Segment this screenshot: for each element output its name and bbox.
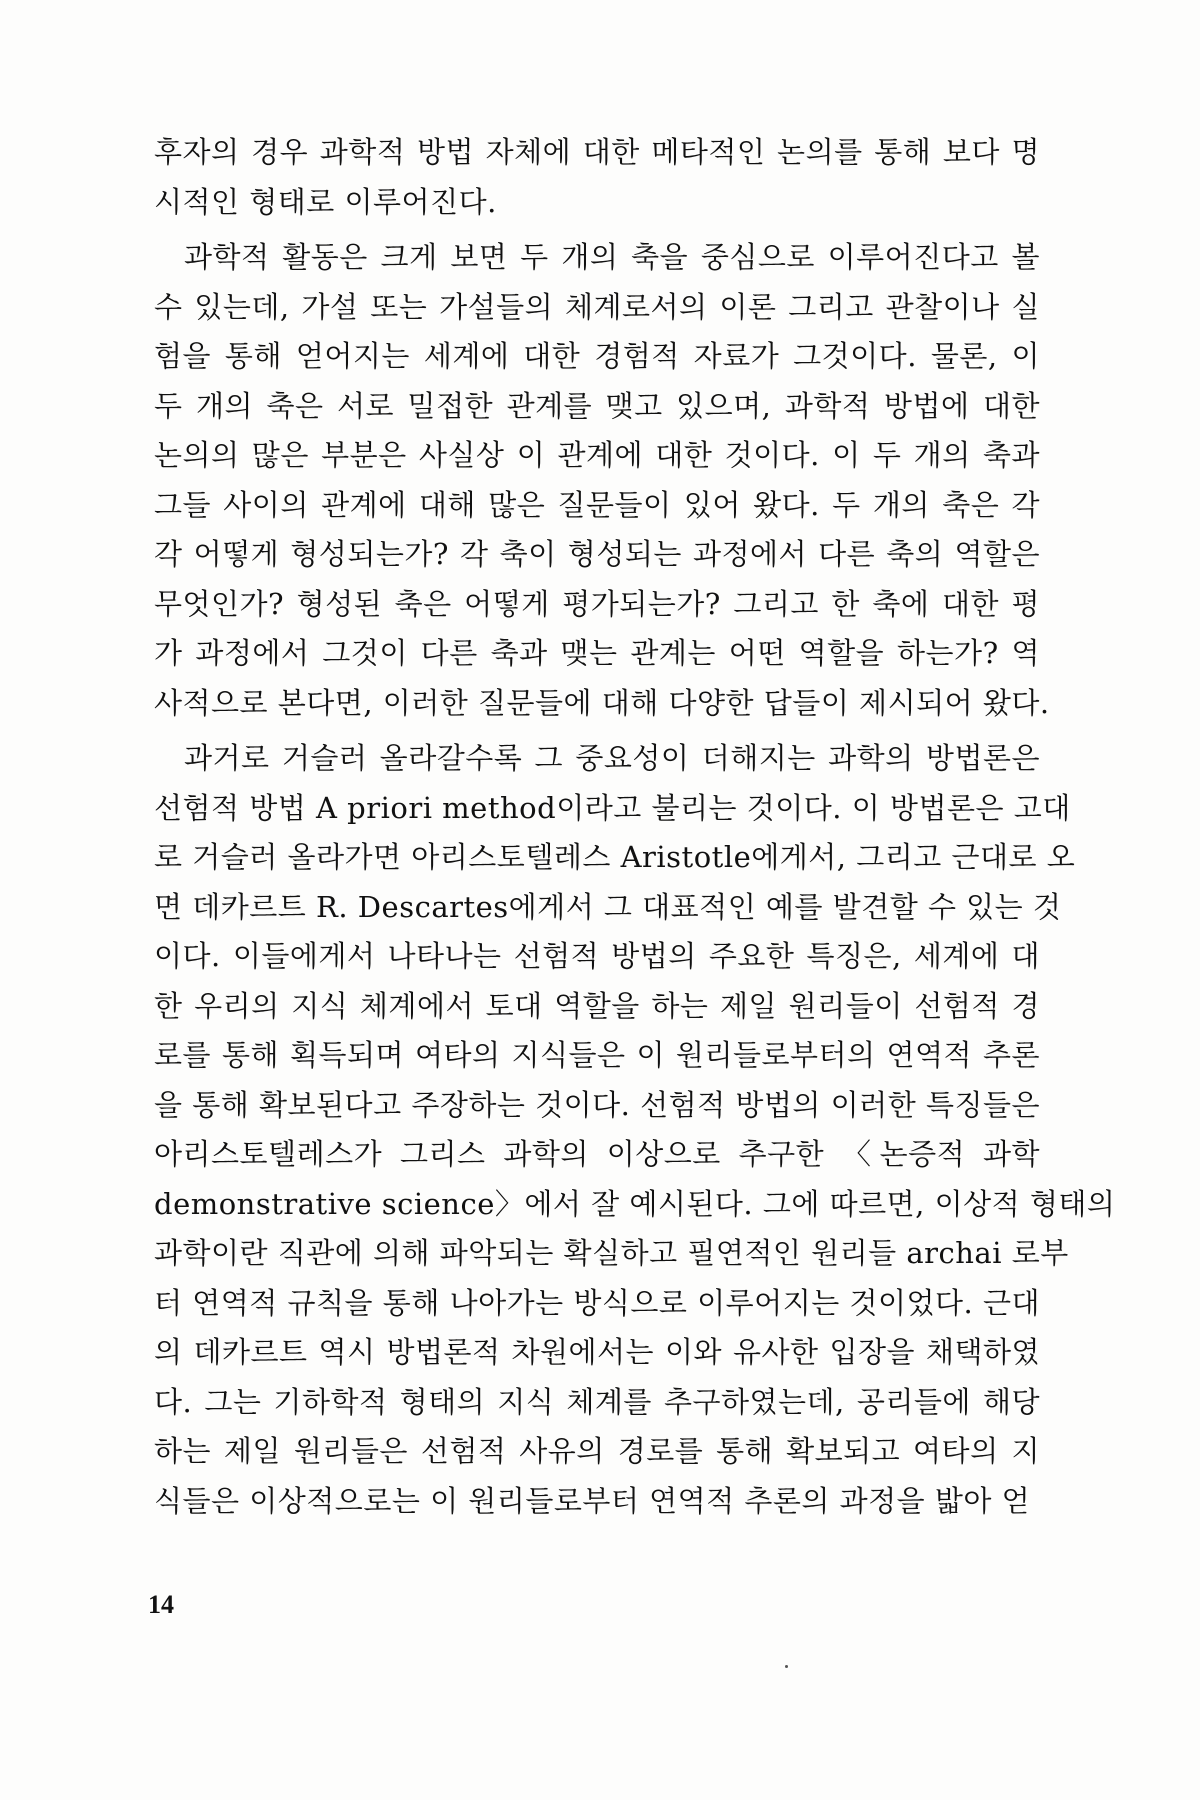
text-line: 면 데카르트 R. Descartes에게서 그 대표적인 예를 발견할 수 있는 것 xyxy=(154,889,1062,924)
paragraph xyxy=(154,734,1116,1526)
text-line: 험을 통해 얻어지는 세계에 대한 경험적 자료가 그것이다. 물론, 이 xyxy=(154,339,1040,373)
text-line: 을 통해 확보된다고 주장하는 것이다. 선험적 방법의 이러한 특징들은 xyxy=(154,1087,1040,1122)
text-line: 시적인 형태로 이루어진다. xyxy=(154,184,497,219)
text-line: 각 어떻게 형성되는가? 각 축이 형성되는 과정에서 다른 축의 역할은 xyxy=(154,537,1040,571)
paragraph xyxy=(154,128,1040,227)
text-line: 무엇인가? 형성된 축은 어떻게 평가되는가? 그리고 한 축에 대한 평 xyxy=(154,586,1040,621)
text-line: 로를 통해 획득되며 여타의 지식들은 이 원리들로부터의 연역적 추론 xyxy=(154,1038,1040,1072)
text-line: 이다. 이들에게서 나타나는 선험적 방법의 주요한 특징은, 세계에 대 xyxy=(154,939,1040,973)
text-line: 의 데카르트 역시 방법론적 차원에서는 이와 유사한 입장을 채택하였 xyxy=(154,1335,1040,1369)
scan-speck xyxy=(785,1665,788,1668)
page-number: 14 xyxy=(148,1590,174,1619)
paragraph xyxy=(154,233,1050,728)
text-line: 후자의 경우 과학적 방법 자체에 대한 메타적인 논의를 통해 보다 명 xyxy=(154,135,1040,169)
text-line: 가 과정에서 그것이 다른 축과 맺는 관계는 어떤 역할을 하는가? 역 xyxy=(154,636,1040,670)
text-line: 논의의 많은 부분은 사실상 이 관계에 대한 것이다. 이 두 개의 축과 xyxy=(154,438,1040,472)
text-line: 아리스토텔레스가 그리스 과학의 이상으로 추구한 〈논증적 과학 xyxy=(154,1137,1040,1171)
text-line: 그들 사이의 관계에 대해 많은 질문들이 있어 왔다. 두 개의 축은 각 xyxy=(154,487,1040,522)
text-line: 한 우리의 지식 체계에서 토대 역할을 하는 제일 원리들이 선험적 경 xyxy=(154,988,1040,1023)
text-line: 과거로 거슬러 올라갈수록 그 중요성이 더해지는 과학의 방법론은 xyxy=(184,741,1040,775)
text-line: 식들은 이상적으로는 이 원리들로부터 연역적 추론의 과정을 밟아 얻 xyxy=(154,1483,1031,1518)
text-line: 로 거슬러 올라가면 아리스토텔레스 Aristotle에게서, 그리고 근대로 오 xyxy=(154,840,1076,874)
text-line: 선험적 방법 A priori method이라고 불리는 것이다. 이 방법론은 고대 xyxy=(154,790,1071,825)
text-line: 다. 그는 기하학적 형태의 지식 체계를 추구하였는데, 공리들에 해당 xyxy=(154,1384,1040,1419)
text-line: 터 연역적 규칙을 통해 나아가는 방식으로 이루어지는 것이었다. 근대 xyxy=(154,1285,1040,1320)
text-line: 하는 제일 원리들은 선험적 사유의 경로를 통해 확보되고 여타의 지 xyxy=(154,1434,1040,1468)
text-line: 두 개의 축은 서로 밀접한 관계를 맺고 있으며, 과학적 방법에 대한 xyxy=(154,388,1040,423)
text-line: 과학이란 직관에 의해 파악되는 확실하고 필연적인 원리들 archai 로부 xyxy=(154,1236,1069,1270)
text-line: 사적으로 본다면, 이러한 질문들에 대해 다양한 답들이 제시되어 왔다. xyxy=(154,685,1050,720)
text-line: 수 있는데, 가설 또는 가설들의 체계로서의 이론 그리고 관찰이나 실 xyxy=(154,289,1040,324)
text-line: 과학적 활동은 크게 보면 두 개의 축을 중심으로 이루어진다고 볼 xyxy=(184,240,1040,274)
text-line: demonstrative science〉에서 잘 예시된다. 그에 따르면, 이상적 형태의 xyxy=(154,1186,1116,1221)
body-text xyxy=(154,128,1116,1526)
